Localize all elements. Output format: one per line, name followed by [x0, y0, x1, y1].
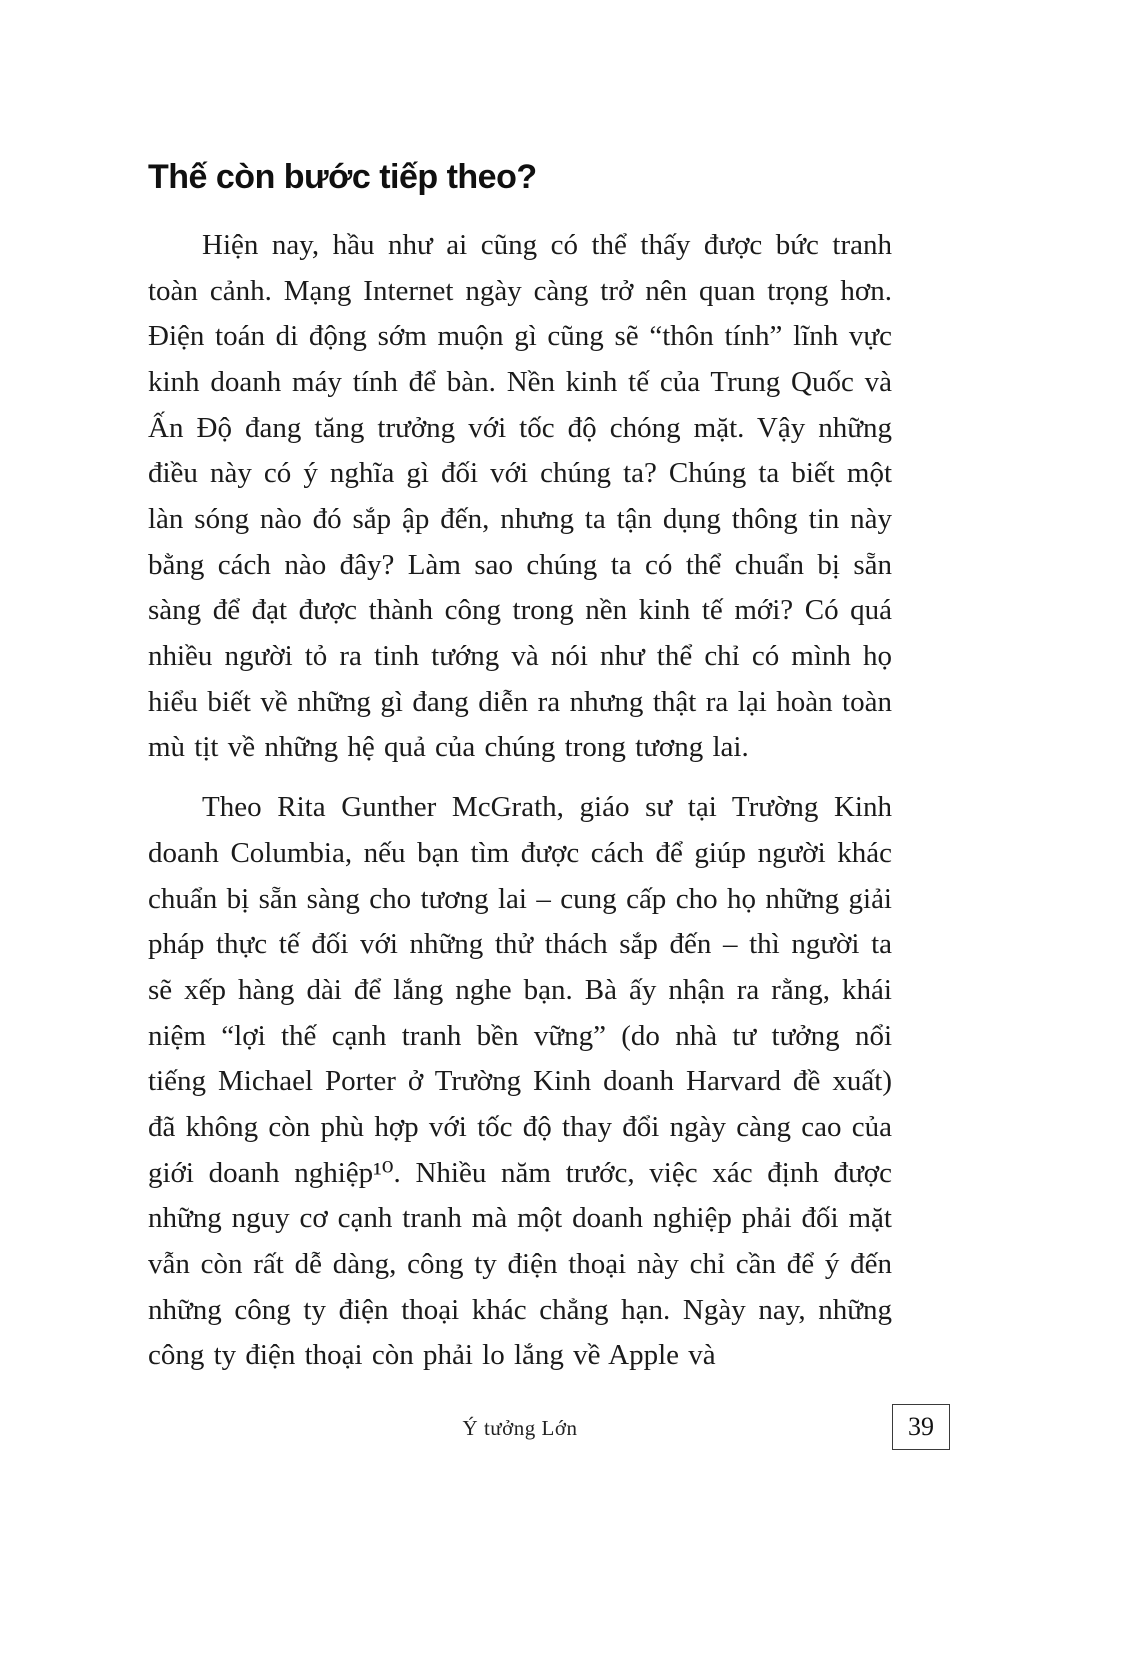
- section-heading: Thế còn bước tiếp theo?: [148, 158, 537, 196]
- page-number: 39: [892, 1404, 950, 1450]
- running-footer-book-title: Ý tưởng Lớn: [462, 1416, 578, 1440]
- page-footer: [148, 1404, 934, 1452]
- paragraph-2: Theo Rita Gunther McGrath, giáo sư tại Trường Kinh doanh Columbia, nếu bạn tìm được cách để giúp người khác chuẩn bị sẵn sàng cho tương lai – cung cấp cho họ những giải pháp thực tế đối với những thử thách sắp đến – thì người ta sẽ xếp hàng dài để lắng nghe bạn. Bà ấy nhận ra rằng, khái niệm “lợi thế cạnh tranh bền vững” (do nhà tư tưởng nổi tiếng Michael Porter ở Trường Kinh doanh Harvard đề xuất) đã không còn phù hợp với tốc độ thay đổi ngày càng cao của giới doanh nghiệp¹⁰. Nhiều năm trước, việc xác định được những nguy cơ cạnh tranh mà một doanh nghiệp phải đối mặt vẫn còn rất dễ dàng, công ty điện thoại này chỉ cần để ý đến những công ty điện thoại khác chẳng hạn. Ngày nay, những công ty điện thoại còn phải lo lắng về Apple và: [148, 791, 892, 1372]
- paragraph-1: Hiện nay, hầu như ai cũng có thể thấy được bức tranh toàn cảnh. Mạng Internet ngày càng trở nên quan trọng hơn. Điện toán di động sớm muộn gì cũng sẽ “thôn tính” lĩnh vực kinh doanh máy tính để bàn. Nền kinh tế của Trung Quốc và Ấn Độ đang tăng trưởng với tốc độ chóng mặt. Vậy những điều này có ý nghĩa gì đối với chúng ta? Chúng ta biết một làn sóng nào đó sắp ập đến, nhưng ta tận dụng thông tin này bằng cách nào đây? Làm sao chúng ta có thể chuẩn bị sẵn sàng để đạt được thành công trong nền kinh tế mới? Có quá nhiều người tỏ ra tinh tướng và nói như thể chỉ có mình họ hiểu biết về những gì đang diễn ra nhưng thật ra lại hoàn toàn mù tịt về những hệ quả của chúng trong tương lai.: [148, 229, 892, 764]
- text-column: [148, 158, 892, 1379]
